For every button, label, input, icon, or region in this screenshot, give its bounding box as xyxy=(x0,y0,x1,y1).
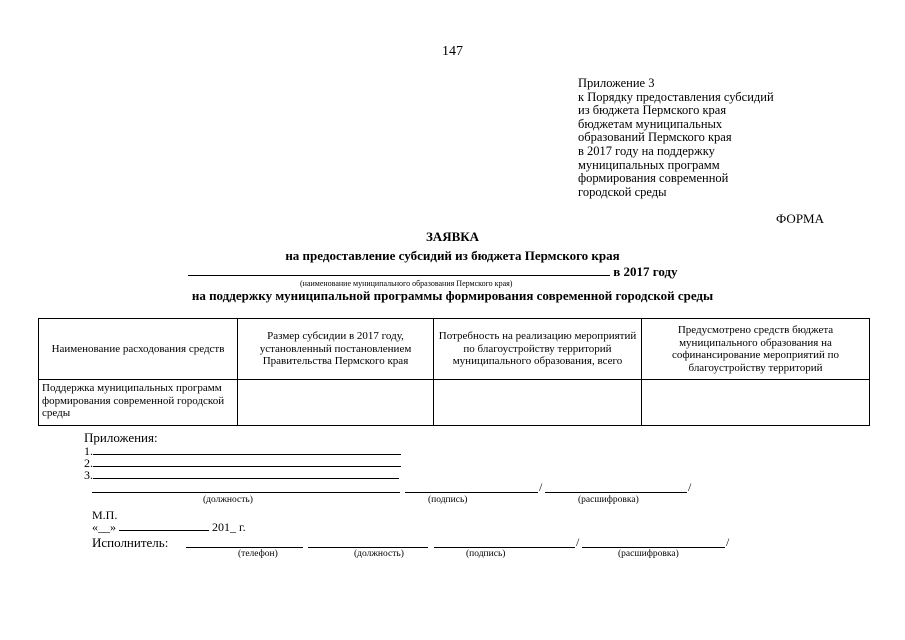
executor-position-field[interactable] xyxy=(308,547,428,548)
appendix-line: муниципальных программ xyxy=(578,157,720,172)
table-header-row xyxy=(39,319,870,380)
program-line: на поддержку муниципальной программы формирования современной городской среды xyxy=(191,288,714,303)
table-cell[interactable] xyxy=(434,380,642,426)
phone-field[interactable] xyxy=(186,547,303,548)
stamp-label: М.П. xyxy=(92,508,118,522)
table-header-cell: Потребность на реализацию мероприятий по благоустройству территорий муниципального образования, всего xyxy=(434,319,642,380)
form-label: ФОРМА xyxy=(776,211,824,226)
slash: / xyxy=(539,480,543,494)
attachment-number: 3. xyxy=(84,468,93,482)
date-row xyxy=(92,520,246,535)
attachment-number: 1. xyxy=(84,444,93,458)
page-number: 147 xyxy=(442,44,463,59)
executor-position-caption: (должность) xyxy=(354,549,404,559)
decode-caption: (расшифровка) xyxy=(578,495,639,505)
decode-field[interactable] xyxy=(545,492,687,493)
table-cell: Поддержка муниципальных программ формирования современной городской среды xyxy=(39,380,238,426)
executor-sign-caption: (подпись) xyxy=(466,549,506,559)
table-header-cell: Предусмотрено средств бюджета муниципального образования на софинансирование мероприятий по благоустройству территорий xyxy=(642,319,870,380)
table-header-cell: Наименование расходования средств xyxy=(39,319,238,380)
position-field[interactable] xyxy=(92,492,400,493)
executor-decode-caption: (расшифровка) xyxy=(618,549,679,559)
attachment-line xyxy=(84,468,399,483)
appendix-line: из бюджета Пермского края xyxy=(578,103,727,118)
table-cell[interactable] xyxy=(642,380,870,426)
mo-caption: (наименование муниципального образования Пермского края) xyxy=(300,279,513,288)
year-suffix: в 2017 году xyxy=(610,264,678,279)
table-cell[interactable] xyxy=(238,380,434,426)
appendix-line: бюджетам муниципальных xyxy=(578,116,723,131)
document-title: ЗАЯВКА xyxy=(425,229,480,244)
attachment-number: 2. xyxy=(84,456,93,470)
slash: / xyxy=(576,535,580,549)
appendix-line: к Порядку предоставления субсидий xyxy=(578,89,774,104)
slash: / xyxy=(726,535,730,549)
attachments-label: Приложения: xyxy=(84,430,158,445)
executor-sign-field[interactable] xyxy=(434,547,575,548)
appendix-line: формирования современной xyxy=(578,171,729,186)
appendix-line: Приложение 3 xyxy=(578,76,655,90)
executor-decode-field[interactable] xyxy=(582,547,725,548)
appendix-line: в 2017 году на поддержку xyxy=(578,143,715,158)
date-month-field[interactable] xyxy=(119,520,209,531)
subsidy-table xyxy=(38,318,870,426)
attachment-field[interactable] xyxy=(93,444,401,455)
table-header-cell: Размер субсидии в 2017 году, установленный постановлением Правительства Пермского края xyxy=(238,319,434,380)
mo-name-field[interactable] xyxy=(188,263,610,276)
mo-name-row xyxy=(188,263,678,280)
date-year: 201_ г. xyxy=(212,520,246,534)
sign-caption: (подпись) xyxy=(428,495,468,505)
phone-caption: (телефон) xyxy=(238,549,278,559)
attachment-field[interactable] xyxy=(93,456,401,467)
sign-field[interactable] xyxy=(405,492,538,493)
attachment-field[interactable] xyxy=(93,468,399,479)
appendix-block xyxy=(578,77,774,199)
table-row xyxy=(39,380,870,426)
position-caption: (должность) xyxy=(203,495,253,505)
date-day[interactable]: «__» xyxy=(92,520,116,534)
slash: / xyxy=(688,480,692,494)
document-subtitle: на предоставление субсидий из бюджета Пермского края xyxy=(285,248,620,263)
appendix-line: городской среды xyxy=(578,184,667,199)
executor-label: Исполнитель: xyxy=(92,535,169,550)
appendix-line: образований Пермского края xyxy=(578,130,732,145)
